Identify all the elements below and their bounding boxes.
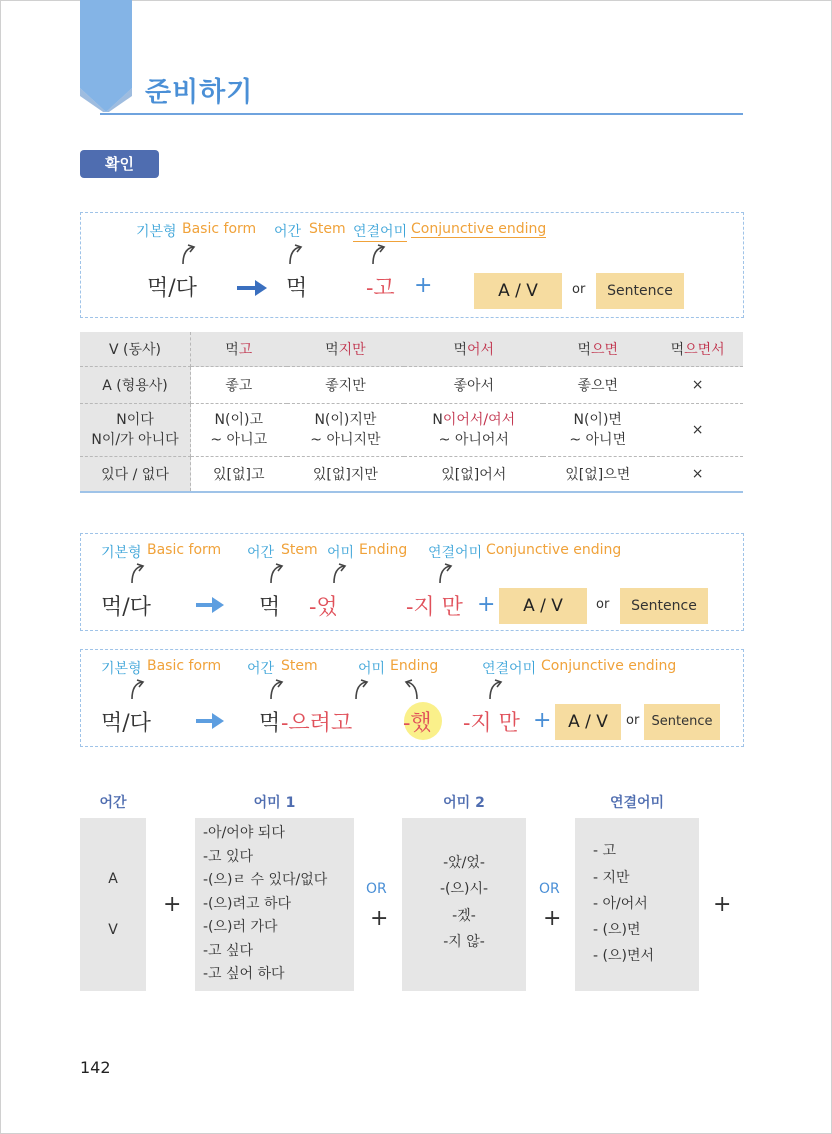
conj-box [575,818,699,991]
plus-sign: + [533,708,552,733]
right-arrow-icon [237,279,267,297]
table-cell: 있[없]지만 [287,457,405,493]
basic-form-label-en: Basic form [182,221,257,237]
basic-form-label-ko: 기본형 [101,661,142,677]
table-cell: N이어서/여서 ~ 아니어서 [404,404,543,457]
conjugation-table [80,332,743,493]
stem-label-ko: 어간 [274,224,302,240]
ending-label-en: Ending [390,658,439,674]
list-item: -겠- [452,908,476,924]
list-item: A [108,871,118,887]
diagram-3 [80,649,744,747]
conj-label-ko: 연결어미 [353,221,407,242]
curved-arrow-icon [401,678,421,700]
table-cell: × [652,404,743,457]
sentence-box: Sentence [620,588,708,624]
table-cell: 있[없]으면 [543,457,652,493]
ending-text: -고 [366,276,395,301]
av-box: A / V [474,273,562,309]
ending-label-ko: 어미 [358,661,386,677]
curved-arrow-icon [267,562,287,584]
column-head-ending2: 어미 2 [443,795,485,811]
title-divider [100,113,743,115]
table-cell: A (형용사) [80,367,191,404]
table-row [80,457,743,493]
table-cell: 먹어서 [404,332,543,367]
right-arrow-icon [196,597,224,613]
plus-sign: + [477,592,496,617]
ending-label-ko: 어미 [327,545,355,561]
plus-sign: + [414,273,433,298]
list-item: -고 있다 [203,849,254,865]
plus-sign: + [713,892,732,917]
av-box: A / V [555,704,621,740]
conj-text: -지 만 [406,595,463,620]
list-item: - (으)면 [593,922,641,938]
table-row [80,404,743,457]
table-cell: × [652,457,743,493]
or-text: or [572,282,586,297]
table-cell: 먹으면서 [652,332,743,367]
table-cell: 좋아서 [404,367,543,404]
stem-label-en: Stem [281,542,318,558]
ending-1-text: -으려고 [281,711,353,736]
ending1-box [195,818,354,991]
stem-label-ko: 어간 [247,545,275,561]
table-cell: 먹고 [191,332,287,367]
stem-text: 먹 [259,595,281,620]
curved-arrow-icon [128,678,148,700]
sentence-box: Sentence [596,273,684,309]
list-item: - 아/어서 [593,896,648,912]
curved-arrow-icon [286,243,306,265]
dictionary-form: 먹/다 [101,595,151,620]
or-text: or [626,713,640,728]
curved-arrow-icon [352,678,372,700]
chapter-banner [80,0,132,112]
table-cell: 좋고 [191,367,287,404]
conj-label-ko: 연결어미 [482,661,537,677]
list-item: -고 싶다 [203,943,254,959]
or-label: OR [366,881,387,897]
diagram-2 [80,533,744,631]
conj-label-en: Conjunctive ending [486,542,622,558]
table-cell: 있[없]고 [191,457,287,493]
plus-sign: + [543,906,562,931]
basic-form-label-en: Basic form [147,658,222,674]
plus-sign: + [163,892,182,917]
table-cell: N(이)고 ~ 아니고 [191,404,287,457]
list-item: - 고 [593,843,617,859]
column-head-conj: 연결어미 [609,795,665,811]
curved-arrow-icon [179,243,199,265]
conj-label-ko: 연결어미 [428,545,483,561]
ending-text: -었 [309,595,338,620]
list-item: -았/었- [443,855,485,871]
list-item: -아/어야 되다 [203,825,285,841]
table-cell: × [652,367,743,404]
stem-box [80,818,146,991]
list-item: -(으)시- [439,881,489,897]
conj-label-en: Conjunctive ending [411,221,547,237]
stem-label-en: Stem [281,658,318,674]
conj-text: -지 만 [463,711,520,736]
table-cell: 좋으면 [543,367,652,404]
table-cell: 먹지만 [287,332,405,367]
basic-form-label-ko: 기본형 [136,224,177,240]
column-head-ending1: 어미 1 [253,795,296,811]
list-item: - 지만 [593,870,630,886]
table-cell: N(이)지만 ~ 아니지만 [287,404,405,457]
sentence-box: Sentence [644,704,720,740]
stem-label-ko: 어간 [247,661,275,677]
stem-label-en: Stem [309,221,346,237]
basic-form-label-ko: 기본형 [101,545,142,561]
table-cell: N이다 N이/가 아니다 [80,404,191,457]
list-item: -(으)려고 하다 [203,896,292,912]
dictionary-form: 먹/다 [101,711,151,736]
page-number: 142 [80,1058,111,1077]
curved-arrow-icon [267,678,287,700]
plus-sign: + [370,906,389,931]
curved-arrow-icon [128,562,148,584]
table-cell: 좋지만 [287,367,405,404]
curved-arrow-icon [369,243,389,265]
diagram-1 [80,212,744,318]
ending2-box [402,818,526,991]
ending-label-en: Ending [359,542,408,558]
table-row [80,367,743,404]
column-head-stem: 어간 [99,795,127,811]
table-row [80,332,743,367]
list-item: -(으)ㄹ 수 있다/없다 [203,872,328,888]
or-label: OR [539,881,560,897]
table-cell: V (동사) [80,332,191,367]
stem-text: 먹 [286,276,308,301]
dictionary-form: 먹/다 [147,276,197,301]
ending-2-text: -했 [403,711,432,736]
list-item: - (으)면서 [593,948,654,964]
curved-arrow-icon [436,562,456,584]
or-text: or [596,597,610,612]
list-item: V [108,922,118,938]
curved-arrow-icon [486,678,506,700]
list-item: -지 않- [443,934,485,950]
basic-form-label-en: Basic form [147,542,222,558]
page-title: 준비하기 [145,77,254,108]
table-cell: 있다 / 없다 [80,457,191,493]
table-cell: N(이)면 ~ 아니면 [543,404,652,457]
table-cell: 먹으면 [543,332,652,367]
av-box: A / V [499,588,587,624]
right-arrow-icon [196,713,224,729]
list-item: -고 싶어 하다 [203,966,285,982]
stem-text: 먹 [259,711,281,736]
list-item: -(으)러 가다 [203,919,278,935]
table-cell: 있[없]어서 [404,457,543,493]
conj-label-en: Conjunctive ending [541,658,677,674]
curved-arrow-icon [330,562,350,584]
section-tag: 확인 [80,150,159,178]
